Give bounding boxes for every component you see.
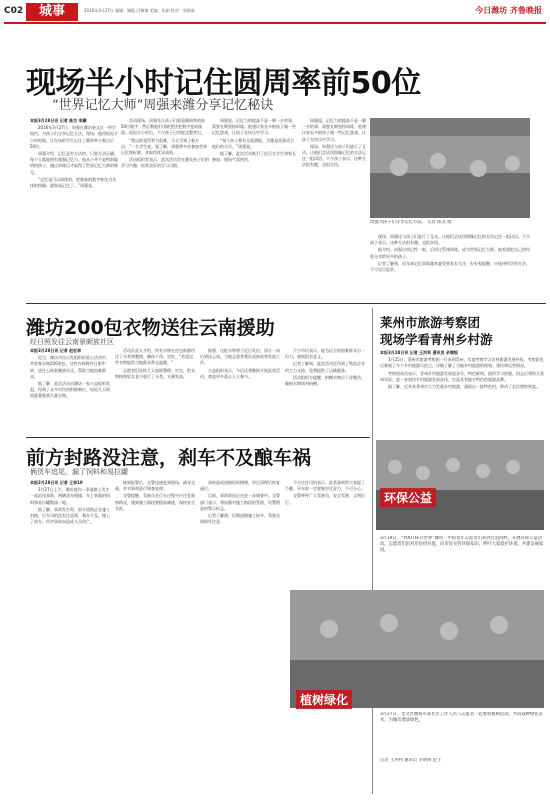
feature-stamp-2: 植树绿化 — [296, 690, 352, 709]
story4-column-1 — [30, 480, 112, 600]
lead-column-3 — [212, 118, 298, 268]
story2-column-2 — [115, 348, 197, 432]
story2-paragraph: 活动组织方提醒，捐赠衣物应干净整洁，破损衣物请勿捐赠。 — [285, 374, 365, 387]
lead-photo — [370, 118, 530, 218]
story3-byline: 本报3月28日讯 记者 王洪利 通讯员 余增振 — [380, 350, 458, 355]
lead-subheadline: “世界记忆大师”周强来潍分享记忆秘诀 — [52, 98, 274, 113]
lead-paragraph: 现场，周强还与孩子们进行了互动，让他们尝试用图像记忆的方法记住一组词语。不少孩子表示，这种方法很有趣，也很实用。 — [302, 143, 366, 168]
story4-column-3 — [200, 480, 282, 600]
feature-credit: 记者 王洪利 通讯员 李明明 赵士 — [380, 758, 442, 763]
story4-paragraph: 交警提醒，驾驶员在行车过程中应注意观察路况，遇到施工路段要提前减速，保持安全车距。 — [115, 493, 195, 511]
header-rule — [4, 22, 546, 24]
lead-paragraph: 周强说，记忆力的提高不是一朝一夕的事，需要长期坚持训练。他建议家长多陪孩子做一些记忆游戏，让孩子在快乐中学习。 — [212, 118, 296, 136]
issue-meta: 2016年3月27日 编辑：谢振 闫黎黎 美编：张娟 校对：郭新甫 — [84, 8, 195, 13]
lead-paragraph: “记忆是可以训练的，把抽象的数字转化为具体的图像，就容易记住了。”周强说。 — [30, 176, 117, 189]
feature-stamp-1: 环保公益 — [380, 488, 436, 507]
lead-paragraph: 现场，周强还与孩子们进行了互动，让他们尝试用图像记忆的方法记住一组词语。不少孩子表示，这种方法很有趣，也很实用。 — [370, 234, 530, 246]
section-divider — [26, 437, 370, 438]
lead-paragraph: 活动组织者表示，此次活动旨在激发孩子们的学习兴趣，培养良好的学习习惯。 — [121, 157, 209, 169]
lead-paragraph: “我以前觉得背书很难，今天学到了新方法。”一名学生说。据了解，周强曾多次参加世界记忆锦标赛，并取得优异成绩。 — [121, 137, 208, 156]
feature-caption-2: 3月27日，奎文区潍坊市某社区工作人员与志愿者一起参加植树活动，共同栽种绿化苗木，为城市增添绿色。 — [380, 712, 543, 723]
story4-column-2 — [115, 480, 197, 600]
story2-paragraph: 记者了解到，此次活动还得到了物流企业的大力支持，免费提供了运输服务。 — [285, 361, 365, 373]
lead-headline: 现场半小时记住圆周率前50位 — [26, 66, 421, 101]
story2-paragraph: 不少市民表示，能为远方的困难群众尽一份力，感到很有意义。 — [285, 348, 365, 360]
story2-byline: 本报3月28日讯 记者 赵松林 — [30, 348, 82, 353]
story2-paragraph: 近日，潍坊市民自发组织的爱心活动中，共收集衣物200余包，这些衣物将经日照中转，送往云南景颇族社区，帮助当地困难群众。 — [30, 355, 110, 379]
story4-paragraph: 目前，事故原因正在进一步调查中。交警部门表示，将加强对施工路段的管理，设置明显的警示标志。 — [200, 493, 280, 511]
page-number: C02 — [4, 6, 24, 16]
story2-column-3 — [200, 348, 282, 432]
story2-headline: 潍坊200包衣物送往云南援助 — [26, 317, 275, 339]
feature-caption-1: 3月19日，“YOUTH·让世界”潍坊一中的青年志愿者们来到白浪河畔，开展环保公益活动。志愿者们沿河岸捡拾垃圾，向市民宣传环保知识，呼吁大家爱护环境，共建美丽家园。 — [380, 536, 544, 553]
feature-photo-1 — [376, 440, 544, 530]
story4-column-4 — [285, 480, 367, 600]
lead-paragraph: “每个孩子都有无限潜能，关键是找到适合他们的方法。”周强说。 — [212, 137, 295, 149]
story3-paragraph: 3月25日，莱州市旅游考察团一行来到青州，实地考察学习乡村旅游发展经验。考察团先后参观了多个乡村旅游示范点，详细了解了当地乡村旅游的规划、建设和运营情况。 — [380, 357, 544, 369]
section-badge: 城事 — [26, 3, 78, 21]
story4-paragraph: 3月27日上午，潍坊境内一条道路上发生一起追尾事故，两辆货车相撞，车上装载的饲料和易拉罐散落一地。 — [30, 487, 110, 505]
story2-column-1 — [30, 348, 112, 432]
story4-paragraph: 记者了解到，近期道路施工较多，驾驶员需格外注意。 — [200, 513, 280, 525]
story2-paragraph: 志愿者们连续几天加班整理、打包，把衣物按照男女老少进行了分类，方便发放。 — [115, 367, 195, 379]
story2-subheadline: 经日照发往云南景颇族社区 — [30, 338, 114, 346]
story4-byline: 本报3月28日讯 记者 王林10 — [30, 480, 83, 485]
lead-paragraph: 周强介绍，记忆是有方法的，只要方法正确，每个人都能拥有超强记忆力。他从小并不是特别聪明的孩子，通过训练后才取得了世界记忆大师的称号。 — [30, 151, 118, 175]
story3-headline-line2: 现场学看青州乡村游 — [380, 332, 493, 347]
story4-headline: 前方封路没注意，刹车不及酿车祸 — [26, 447, 312, 469]
story2-paragraph: 活动负责人介绍，所有衣物在打包前都经过了分类和整理，确保干净、完好。“希望这些衣物能给当地群众带去温暖。” — [115, 348, 195, 366]
lead-paragraph: 活动现场，周强先让孩子们观看圆周率的前50位数字，然后教他们用联想法把数字变成画面。短短半小时后，不少孩子已经能完整背出。 — [121, 118, 205, 136]
story4-subheadline: 俩货车追尾，漏了饲料和易拉罐 — [30, 468, 128, 476]
masthead-brand: 今日潍坊 齐鲁晚报 — [475, 6, 542, 15]
story2-paragraph: 公益组织表示，今后还将继续开展此类活动，欢迎更多爱心人士参与。 — [200, 367, 280, 379]
lead-column-4 — [370, 234, 530, 300]
story4-paragraph: 交警呼吁广大驾驶员，安全驾驶，文明出行。 — [285, 493, 365, 505]
story4-paragraph: 接到报警后，交警迅速赶到现场，疏导交通，并对事故进行调查处理。 — [115, 480, 195, 492]
lead-paragraph: 记者了解到，近年来记忆训练越来越受到家长关注，但专家提醒，应选择科学的方法，不可盲目追求。 — [370, 260, 530, 273]
story4-paragraph: 不少过往司机表示，此类事故给大家提了个醒，开车时一定要集中注意力，不可分心。 — [285, 480, 365, 492]
story3-paragraph: 据了解，近年来青州市大力发展乡村旅游，涌现出一批特色村，带动了农民增收致富。 — [388, 384, 540, 390]
story3-body — [380, 350, 544, 432]
lead-paragraph: 据了解，此次活动吸引了近百名学生和家长参加，现场气氛热烈。 — [212, 151, 296, 163]
story4-paragraph: 据了解，事故发生时，前方道路正在施工封路，后车司机没有注意到，刹车不及，撞上了前车。所幸事故未造成人员伤亡。 — [30, 506, 110, 525]
lead-column-2 — [121, 118, 209, 268]
lead-photo-caption: 周强为孩子们分享记忆方法。 记者 陈杰 摄 — [370, 220, 452, 225]
column-divider — [372, 308, 373, 794]
story2-column-4 — [285, 348, 367, 432]
lead-paragraph: 据介绍，周强自幼记性一般，后经过系统训练，成为世界记忆大师。他希望把自己的经验分享给更多的孩子。 — [370, 247, 530, 259]
lead-paragraph: 周强说，记忆力的提高不是一朝一夕的事，需要长期坚持训练。他建议家长多陪孩子做一些记忆游戏，让孩子在快乐中学习。 — [302, 118, 366, 142]
lead-column-5 — [302, 118, 366, 298]
lead-paragraph: 2016年3月27日，周强在潍坊奎文区一所学校内，为孩子们分享记忆方法。现场，他用短短半小时时间，让在场的学生记住了圆周率小数点后50位。 — [30, 125, 118, 149]
section-divider — [26, 303, 546, 304]
story3-headline: 莱州市旅游考察团 — [380, 315, 481, 330]
story2-paragraph: 据悉，这批衣物将于近日发出，预计一周后到达云南。当地志愿者将负责接收和发放工作。 — [200, 348, 280, 366]
lead-column-1 — [30, 118, 118, 268]
story2-paragraph: 据了解，此次活动由潍坊一家公益组织发起，得到了众多市民的积极响应，短短几天时间就募集到大量衣物。 — [30, 381, 110, 399]
lead-byline: 本报3月28日讯 记者 陈杰 李灏 — [30, 118, 87, 123]
story4-paragraph: 事故造成道路短时拥堵，经过清理后恢复通行。 — [200, 480, 280, 492]
story3-paragraph: 考察团成员表示，青州乡村旅游发展起步早、特色鲜明，值得学习借鉴。回去后将结合莱州实际，进一步加快乡村旅游发展步伐，打造具有地方特色的旅游品牌。 — [380, 370, 544, 382]
